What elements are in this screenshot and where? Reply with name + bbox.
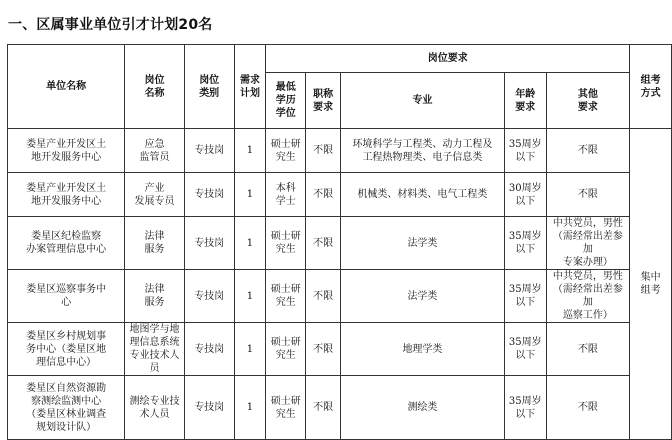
cell-major: 测绘类 bbox=[341, 376, 505, 440]
cell-exam-method: 集中 组考 bbox=[630, 129, 672, 440]
cell-category: 专技岗 bbox=[184, 270, 234, 323]
cell-age: 30周岁 以下 bbox=[504, 173, 546, 217]
cell-position: 地图学与地 理信息系统 专业技术人 员 bbox=[125, 323, 185, 376]
cell-unit: 娄星产业开发区土 地开发服务中心 bbox=[8, 173, 125, 217]
cell-position: 法律 服务 bbox=[125, 270, 185, 323]
cell-major: 机械类、材料类、电气工程类 bbox=[341, 173, 505, 217]
cell-unit: 娄星区巡察事务中 心 bbox=[8, 270, 125, 323]
col-demand: 需求 计划 bbox=[234, 45, 266, 129]
col-position-name: 岗位 名称 bbox=[125, 45, 185, 129]
cell-position: 应急 监管员 bbox=[125, 129, 185, 173]
cell-title: 不限 bbox=[306, 323, 341, 376]
cell-unit: 娄星区纪检监察 办案管理信息中心 bbox=[8, 217, 125, 270]
table-row bbox=[8, 217, 672, 270]
cell-demand: 1 bbox=[234, 323, 266, 376]
cell-category: 专技岗 bbox=[184, 376, 234, 440]
table-row bbox=[8, 129, 672, 173]
col-other: 其他 要求 bbox=[546, 73, 630, 129]
cell-other: 不限 bbox=[546, 129, 630, 173]
cell-age: 35周岁 以下 bbox=[504, 270, 546, 323]
cell-category: 专技岗 bbox=[184, 217, 234, 270]
cell-major: 环境科学与工程类、动力工程及 工程热物理类、电子信息类 bbox=[341, 129, 505, 173]
cell-education: 本科 学士 bbox=[266, 173, 306, 217]
cell-title: 不限 bbox=[306, 173, 341, 217]
cell-demand: 1 bbox=[234, 173, 266, 217]
cell-demand: 1 bbox=[234, 376, 266, 440]
cell-demand: 1 bbox=[234, 129, 266, 173]
table-row bbox=[8, 270, 672, 323]
cell-title: 不限 bbox=[306, 129, 341, 173]
cell-other: 中共党员，男性 （需经常出差参加 巡察工作） bbox=[546, 270, 630, 323]
cell-age: 35周岁 以下 bbox=[504, 217, 546, 270]
cell-major: 法学类 bbox=[341, 270, 505, 323]
cell-major: 法学类 bbox=[341, 217, 505, 270]
cell-position: 测绘专业技 术人员 bbox=[125, 376, 185, 440]
header-row-1 bbox=[8, 45, 672, 73]
cell-education: 硕士研 究生 bbox=[266, 270, 306, 323]
col-title: 职称 要求 bbox=[306, 73, 341, 129]
section-heading: 一、区属事业单位引才计划20名 bbox=[8, 17, 213, 33]
recruitment-table bbox=[7, 44, 672, 440]
cell-age: 35周岁 以下 bbox=[504, 129, 546, 173]
cell-title: 不限 bbox=[306, 270, 341, 323]
col-education: 最低 学历 学位 bbox=[266, 73, 306, 129]
cell-demand: 1 bbox=[234, 270, 266, 323]
cell-major: 地理学类 bbox=[341, 323, 505, 376]
cell-other: 不限 bbox=[546, 323, 630, 376]
cell-education: 硕士研 究生 bbox=[266, 376, 306, 440]
cell-other: 不限 bbox=[546, 173, 630, 217]
col-major: 专业 bbox=[341, 73, 505, 129]
table-row bbox=[8, 323, 672, 376]
cell-other: 不限 bbox=[546, 376, 630, 440]
col-requirements-group: 岗位要求 bbox=[266, 45, 630, 73]
cell-education: 硕士研 究生 bbox=[266, 323, 306, 376]
table-row bbox=[8, 173, 672, 217]
cell-category: 专技岗 bbox=[184, 129, 234, 173]
cell-category: 专技岗 bbox=[184, 323, 234, 376]
col-exam-method: 组考 方式 bbox=[630, 45, 672, 129]
col-unit-name: 单位名称 bbox=[8, 45, 125, 129]
cell-age: 35周岁 以下 bbox=[504, 323, 546, 376]
cell-unit: 娄星区自然资源勘 察测绘监测中心 （娄星区林业调查 规划设计队） bbox=[8, 376, 125, 440]
cell-unit: 娄星产业开发区土 地开发服务中心 bbox=[8, 129, 125, 173]
cell-other: 中共党员，男性 （需经常出差参加 专案办理） bbox=[546, 217, 630, 270]
col-age: 年龄 要求 bbox=[504, 73, 546, 129]
cell-unit: 娄星区乡村规划事 务中心（娄星区地 理信息中心） bbox=[8, 323, 125, 376]
cell-title: 不限 bbox=[306, 376, 341, 440]
col-position-category: 岗位 类别 bbox=[184, 45, 234, 129]
cell-education: 硕士研 究生 bbox=[266, 129, 306, 173]
cell-position: 法律 服务 bbox=[125, 217, 185, 270]
cell-education: 硕士研 究生 bbox=[266, 217, 306, 270]
cell-age: 35周岁 以下 bbox=[504, 376, 546, 440]
cell-category: 专技岗 bbox=[184, 173, 234, 217]
cell-position: 产业 发展专员 bbox=[125, 173, 185, 217]
cell-title: 不限 bbox=[306, 217, 341, 270]
cell-demand: 1 bbox=[234, 217, 266, 270]
